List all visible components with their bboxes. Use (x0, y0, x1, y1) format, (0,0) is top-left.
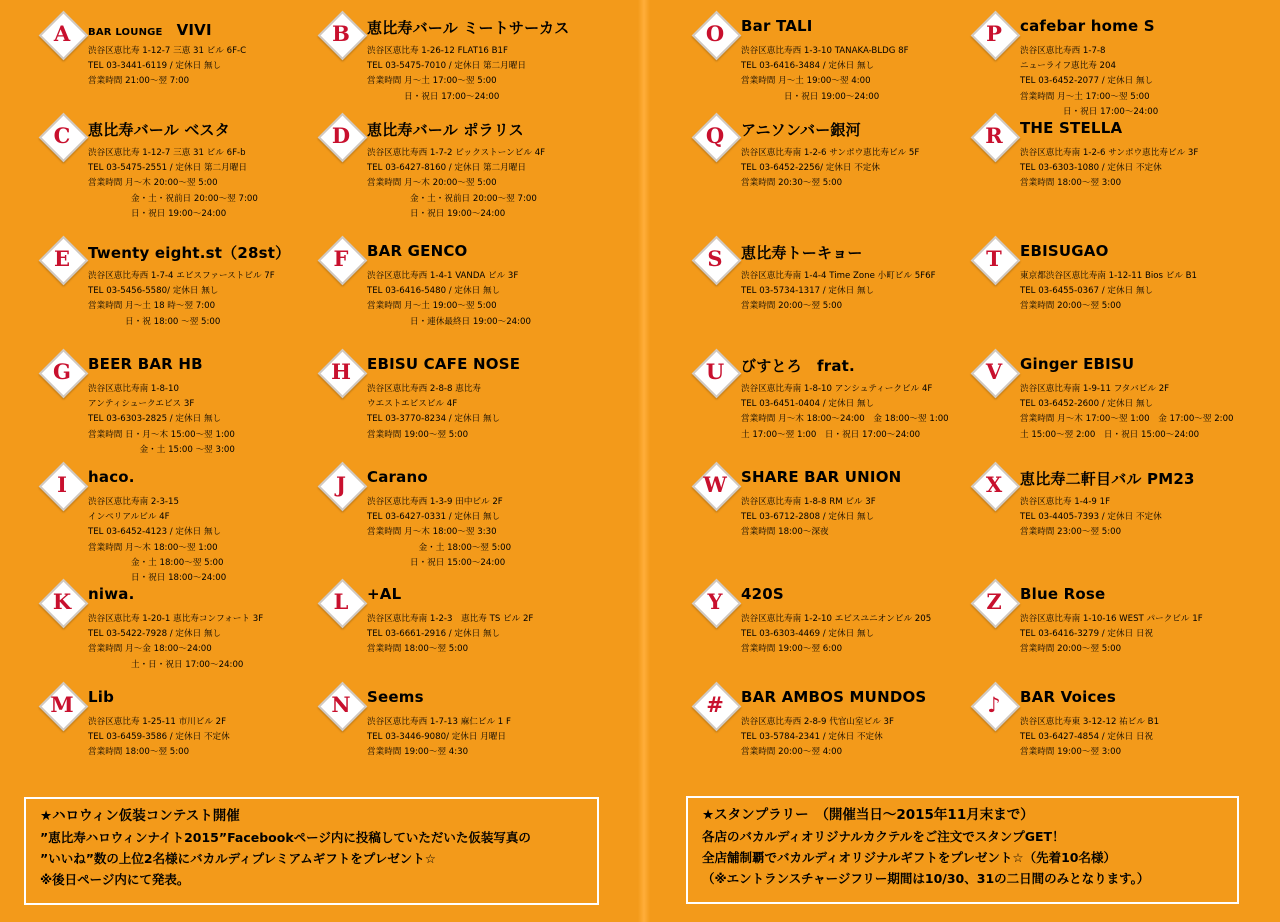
letter-badge (40, 683, 84, 727)
bar-info-line: 渋谷区恵比寿西 2-8-8 恵比寿 (367, 384, 482, 394)
letter-badge (693, 580, 737, 624)
bar-info-line: 渋谷区恵比寿西 1-7-13 麻仁ビル 1 F (367, 717, 511, 727)
bar-entry (693, 12, 955, 122)
bar-info-line: 営業時間 月～金 18:00～24:00 (88, 644, 212, 655)
bar-info-line: TEL 03-6303-2825 / 定休日 無し (88, 414, 222, 425)
bar-info (367, 495, 511, 571)
bar-info-line: 営業時間 月～土 18 時～翌 7:00 (88, 301, 216, 312)
bar-info-line: 金・土 18:00～翌 5:00 (367, 542, 512, 553)
bar-info-line: 営業時間 月～土 17:00～翌 5:00 (1020, 91, 1150, 102)
bar-info-line: TEL 03-3770-8234 / 定休日 無し (367, 414, 501, 425)
bar-info (367, 44, 526, 105)
bar-info (741, 382, 949, 443)
bar-name: Twenty eight.st（28st） (88, 244, 291, 262)
bar-name: BAR AMBOS MUNDOS (741, 688, 927, 706)
bar-name: SHARE BAR UNION (741, 468, 902, 486)
bar-info-line: 渋谷区恵比寿西 1-7-4 エビスファーストビル 7F (88, 271, 275, 281)
bar-info-line: ウエストエビスビル 4F (367, 399, 458, 410)
bar-info-line: 渋谷区恵比寿 1-25-11 市川ビル 2F (88, 717, 227, 727)
bar-info (1020, 612, 1203, 658)
bar-info-line: 渋谷区恵比寿西 1-4-1 VANDA ビル 3F (367, 271, 519, 281)
bar-name: Seems (367, 688, 424, 706)
bar-name: EBISUGAO (1020, 242, 1109, 260)
bar-name: BEER BAR HB (88, 355, 203, 373)
bar-name: BAR GENCO (367, 242, 468, 260)
bar-info-line: 渋谷区恵比寿西 2-8-9 代官山室ビル 3F (741, 717, 894, 727)
bar-info (367, 146, 545, 222)
letter-badge (40, 237, 84, 281)
letter-badge (972, 114, 1016, 158)
bar-info-line: TEL 03-6452-2256/ 定休日 不定休 (741, 163, 880, 174)
bar-info-line: 渋谷区恵比寿西 1-3-9 田中ビル 2F (367, 497, 503, 507)
bar-info-line: 日・祝日 17:00～24:00 (367, 91, 500, 102)
letter-badge (693, 683, 737, 727)
bar-info-line: 日・祝日 19:00～24:00 (88, 208, 227, 219)
badge-letter: P (986, 21, 1002, 46)
bar-info-line: 営業時間 18:00～深夜 (741, 527, 829, 538)
bar-info (741, 146, 919, 192)
bar-entry (972, 463, 1234, 573)
bar-entry (693, 237, 955, 347)
bar-name: 恵比寿バール ミートサーカス (367, 19, 570, 37)
bar-info-line: TEL 03-6427-8160 / 定休日 第二月曜日 (367, 163, 526, 174)
bar-entry (40, 580, 302, 690)
badge-letter: L (333, 589, 349, 614)
badge-letter: Z (986, 589, 1002, 614)
bar-info (741, 495, 876, 541)
bar-info (741, 612, 931, 658)
bar-info-line: 営業時間 18:00～翌 5:00 (88, 747, 190, 758)
badge-letter: O (705, 21, 725, 46)
halloween-box (24, 797, 599, 905)
bar-entry (972, 350, 1234, 460)
bar-name: 420S (741, 585, 784, 603)
bar-info-line: TEL 03-6303-1080 / 定休日 不定休 (1020, 163, 1162, 174)
letter-badge (319, 114, 363, 158)
bar-info (88, 382, 235, 458)
bar-info-line: 営業時間 20:00～翌 5:00 (1020, 644, 1122, 655)
bar-info (88, 612, 263, 673)
letter-badge (693, 12, 737, 56)
letter-badge (40, 580, 84, 624)
bar-info (88, 44, 246, 90)
bar-info-line: TEL 03-6427-0331 / 定休日 無し (367, 512, 501, 523)
bar-entry (319, 350, 581, 460)
bar-info-line: TEL 03-6416-3484 / 定休日 無し (741, 61, 875, 72)
badge-letter: Y (707, 589, 723, 614)
bar-info-line: 営業時間 20:00～翌 5:00 (741, 301, 843, 312)
letter-badge (319, 350, 363, 394)
stamp-rally-box (686, 796, 1239, 904)
bar-info-line: 営業時間 18:00～翌 5:00 (367, 644, 469, 655)
bar-entry (319, 580, 581, 690)
bar-info-line: 営業時間 月～木 17:00～翌 1:00 金 17:00～翌 2:00 (1020, 414, 1234, 425)
bar-info-line: 日・祝日 19:00～24:00 (741, 91, 880, 102)
bar-info-line: TEL 03-5475-2551 / 定休日 第二月曜日 (88, 163, 247, 174)
bar-info (367, 269, 531, 330)
bar-entry (40, 114, 302, 224)
bar-name: 恵比寿バール ベスタ (88, 121, 230, 139)
badge-letter: C (53, 123, 71, 148)
badge-letter: R (985, 123, 1003, 148)
bar-info-line: TEL 03-3441-6119 / 定休日 無し (88, 61, 222, 72)
bar-info-line: TEL 03-4405-7393 / 定休日 不定休 (1020, 512, 1162, 523)
badge-letter: B (332, 21, 350, 46)
bar-entry (693, 683, 955, 793)
bar-info-line: 営業時間 19:00～翌 6:00 (741, 644, 843, 655)
bar-name: haco. (88, 468, 135, 486)
letter-badge (693, 463, 737, 507)
bar-info-line: 営業時間 日・月～木 15:00～翌 1:00 (88, 429, 235, 440)
bar-info-line: 日・連休最終日 19:00～24:00 (367, 316, 531, 327)
bar-name: Carano (367, 468, 428, 486)
bar-info-line: 日・祝日 17:00～24:00 (1020, 106, 1159, 117)
bar-info-line: アンティシュークエビス 3F (88, 399, 195, 410)
letter-badge (40, 114, 84, 158)
bar-info-line: 渋谷区恵比寿東 3-12-12 祐ビル B1 (1020, 717, 1160, 727)
bar-info-line: 営業時間 月～木 18:00～24:00 金 18:00～翌 1:00 (741, 414, 949, 425)
letter-badge (972, 350, 1016, 394)
bar-info-line: 営業時間 18:00～翌 3:00 (1020, 178, 1122, 189)
bar-info-line: 渋谷区恵比寿 1-4-9 1F (1020, 497, 1111, 507)
badge-letter: S (707, 246, 723, 271)
bar-info-line: 渋谷区恵比寿西 1-7-8 (1020, 46, 1106, 56)
bar-info (1020, 269, 1197, 315)
bar-info-line: TEL 03-6427-4854 / 定休日 日祝 (1020, 732, 1154, 743)
badge-letter: Q (705, 123, 725, 148)
bar-entry (40, 12, 302, 122)
bar-info-line: 金・土・祝前日 20:00～翌 7:00 (367, 193, 537, 204)
bar-info-line: 渋谷区恵比寿西 1-3-10 TANAKA-BLDG 8F (741, 46, 909, 56)
badge-letter: X (985, 472, 1003, 497)
bar-entry (319, 237, 581, 347)
bar-info-line: 渋谷区恵比寿南 1-8-10 アンシュティークビル 4F (741, 384, 933, 394)
bar-info-line: TEL 03-5456-5580/ 定休日 無し (88, 286, 219, 297)
bar-info (367, 382, 500, 443)
badge-letter: T (986, 246, 1002, 271)
bar-name: +AL (367, 585, 402, 603)
letter-badge (972, 237, 1016, 281)
bar-entry (40, 683, 302, 793)
letter-badge (693, 114, 737, 158)
stamp-rally-title: ★スタンプラリー （開催当日～2015年11月末まで） (702, 807, 1034, 823)
badge-letter: M (50, 692, 74, 717)
letter-badge (319, 683, 363, 727)
bar-info (88, 146, 258, 222)
bar-info-line: 渋谷区恵比寿 1-12-7 三恵 31 ビル 6F-b (88, 148, 246, 158)
bar-name: 恵比寿バール ポラリス (367, 121, 524, 139)
bar-info-line: TEL 03-5734-1317 / 定休日 無し (741, 286, 875, 297)
letter-badge (972, 580, 1016, 624)
halloween-line: ”いいね”数の上位2名様にバカルディプレミアムギフトをプレゼント☆ (40, 851, 436, 866)
bar-info (88, 715, 230, 761)
page-fold (638, 0, 650, 922)
bar-name: Bar TALI (741, 17, 813, 35)
bar-info-line: TEL 03-6452-2600 / 定休日 無し (1020, 399, 1154, 410)
bar-info-line: 営業時間 月～土 17:00～翌 5:00 (367, 76, 497, 87)
bar-name: 恵比寿トーキョー (741, 244, 863, 262)
halloween-line: ※後日ページ内にて発表。 (40, 872, 190, 887)
bar-name: Lib (88, 688, 115, 706)
bar-info-line: 渋谷区恵比寿 1-12-7 三恵 31 ビル 6F-C (88, 46, 247, 56)
bar-info-line: ニューライフ恵比寿 204 (1020, 61, 1116, 72)
bar-info-line: 渋谷区恵比寿南 1-2-3 恵比寿 TS ビル 2F (367, 614, 534, 624)
bar-info-line: 営業時間 19:00～翌 4:30 (367, 747, 469, 758)
bar-info-line: 営業時間 20:00～翌 4:00 (741, 747, 843, 758)
halloween-line: ”恵比寿ハロウィンナイト2015”Facebookページ内に投稿していただいた仮装写真の (40, 830, 531, 845)
bar-info-line: TEL 03-6452-4123 / 定休日 無し (88, 527, 222, 538)
bar-info-line: 渋谷区恵比寿南 1-2-10 エビスユニオンビル 205 (741, 614, 932, 624)
letter-badge (319, 237, 363, 281)
stamp-rally-line: 全店舗制覇でバカルディオリジナルギフトをプレゼント☆（先着10名様） (702, 850, 1116, 865)
bar-name: びすとろ frat. (741, 357, 855, 375)
bar-info-line: 日・祝日 18:00～24:00 (88, 572, 227, 583)
bar-info (1020, 44, 1158, 120)
bar-info-line: TEL 03-6661-2916 / 定休日 無し (367, 629, 501, 640)
bar-info-line: 渋谷区恵比寿 1-26-12 FLAT16 B1F (367, 46, 508, 56)
bar-entry (693, 463, 955, 573)
badge-letter: E (53, 246, 70, 271)
letter-badge (319, 12, 363, 56)
badge-letter: H (331, 359, 351, 384)
badge-letter: F (333, 246, 349, 271)
badge-letter: G (53, 359, 71, 384)
letter-badge (319, 463, 363, 507)
bar-info (88, 269, 275, 330)
bar-info-line: TEL 03-6459-3586 / 定休日 不定休 (88, 732, 230, 743)
bar-info-line: 土 15:00～翌 2:00 日・祝日 15:00～24:00 (1020, 429, 1200, 440)
bar-info-line: 営業時間 21:00～翌 7:00 (88, 76, 190, 87)
bar-info-line: 金・土・祝前日 20:00～翌 7:00 (88, 193, 258, 204)
bar-info-line: 土・日・祝日 17:00～24:00 (88, 659, 244, 670)
bar-info (1020, 146, 1198, 192)
bar-info-line: 営業時間 月～土 19:00～翌 5:00 (367, 301, 497, 312)
bar-info (367, 715, 511, 761)
bar-info-line: TEL 03-6451-0404 / 定休日 無し (741, 399, 875, 410)
bar-info-line: 日・祝日 15:00～24:00 (367, 557, 506, 568)
letter-badge (693, 350, 737, 394)
bar-info-line: インペリアルビル 4F (88, 512, 170, 523)
bar-info-line: 営業時間 19:00～翌 3:00 (1020, 747, 1122, 758)
bar-entry (972, 683, 1234, 793)
bar-info-line: TEL 03-6712-2808 / 定休日 無し (741, 512, 875, 523)
bar-info-line: TEL 03-6416-5480 / 定休日 無し (367, 286, 501, 297)
badge-letter: A (53, 21, 71, 46)
bar-entry (972, 237, 1234, 347)
badge-letter: V (985, 359, 1003, 384)
bar-info-line: 日・祝日 19:00～24:00 (367, 208, 506, 219)
bar-info-line: 日・祝 18:00 ～翌 5:00 (88, 316, 221, 327)
halloween-title: ★ハロウィン仮装コンテスト開催 (40, 808, 240, 824)
letter-badge (40, 350, 84, 394)
letter-badge (40, 463, 84, 507)
bar-info-line: 営業時間 20:30～翌 5:00 (741, 178, 843, 189)
bar-info (1020, 715, 1159, 761)
bar-entry (693, 350, 955, 460)
badge-letter: J (336, 472, 346, 497)
letter-badge (972, 12, 1016, 56)
bar-info-line: 営業時間 20:00～翌 5:00 (1020, 301, 1122, 312)
bar-name: Blue Rose (1020, 585, 1106, 603)
bar-info-line: 営業時間 19:00～翌 5:00 (367, 429, 469, 440)
badge-letter: N (331, 692, 351, 717)
bar-info-line: 金・土 15:00 ～翌 3:00 (88, 444, 235, 455)
bar-info-line: 渋谷区恵比寿南 2-3-15 (88, 497, 179, 507)
bar-info-line: 営業時間 23:00～翌 5:00 (1020, 527, 1122, 538)
bar-info-line: 渋谷区恵比寿南 1-10-16 WEST パークビル 1F (1020, 614, 1203, 624)
bar-entry (40, 237, 302, 347)
bar-info (367, 612, 533, 658)
stamp-rally-line: （※エントランスチャージフリー期間は10/30、31の二日間のみとなります。） (702, 871, 1150, 886)
bar-entry (40, 350, 302, 460)
bar-info-line: 渋谷区恵比寿南 1-8-8 RM ビル 3F (741, 497, 876, 507)
bar-info-line: 土 17:00～翌 1:00 日・祝日 17:00～24:00 (741, 429, 921, 440)
bar-info-line: 渋谷区恵比寿 1-20-1 恵比寿コンフォート 3F (88, 614, 264, 624)
bar-name: Ginger EBISU (1020, 355, 1135, 373)
bar-info-line: 営業時間 月～木 20:00～翌 5:00 (367, 178, 497, 189)
bar-name: 恵比寿二軒目バル PM23 (1020, 470, 1195, 488)
bar-entry (40, 463, 302, 583)
badge-letter: U (705, 359, 725, 384)
bar-entry (972, 114, 1234, 224)
badge-letter: ♪ (987, 692, 1001, 717)
badge-letter: # (706, 692, 724, 717)
bar-info (741, 269, 936, 315)
bar-entry (972, 580, 1234, 690)
letter-badge (319, 580, 363, 624)
bar-name: アニソンバー銀河 (741, 121, 861, 139)
bar-entry (319, 463, 581, 573)
badge-letter: D (331, 123, 351, 148)
bar-info (741, 44, 909, 105)
bar-info-line: TEL 03-6452-2077 / 定休日 無し (1020, 76, 1154, 87)
bar-info-line: 渋谷区恵比寿南 1-2-6 サンポウ恵比寿ビル 3F (1020, 148, 1199, 158)
bar-info-line: TEL 03-6416-3279 / 定休日 日祝 (1020, 629, 1154, 640)
bar-info-line: 営業時間 月～木 20:00～翌 5:00 (88, 178, 218, 189)
bar-info-line: 渋谷区恵比寿南 1-2-6 サンポウ恵比寿ビル 5F (741, 148, 920, 158)
bar-info-line: 営業時間 月～木 18:00～翌 3:30 (367, 527, 497, 538)
bar-info-line: 営業時間 月～土 19:00～翌 4:00 (741, 76, 871, 87)
bar-entry (693, 580, 955, 690)
badge-letter: W (703, 472, 727, 497)
bar-info-line: TEL 03-5784-2341 / 定休日 不定休 (741, 732, 883, 743)
bar-info-line: 渋谷区恵比寿南 1-8-10 (88, 384, 179, 394)
bar-entry (319, 12, 581, 122)
letter-badge (693, 237, 737, 281)
bar-info-line: 営業時間 月～木 18:00～翌 1:00 (88, 542, 218, 553)
bar-info (1020, 495, 1162, 541)
badge-letter: I (57, 472, 67, 497)
bar-info (741, 715, 894, 761)
bar-name: THE STELLA (1020, 119, 1123, 137)
bar-info-line: 渋谷区恵比寿南 1-4-4 Time Zone 小町ビル 5F6F (741, 271, 936, 281)
bar-entry (319, 114, 581, 224)
bar-info-line: TEL 03-6303-4469 / 定休日 無し (741, 629, 875, 640)
bar-info-line: 渋谷区恵比寿南 1-9-11 フタバビル 2F (1020, 384, 1170, 394)
bar-entry (319, 683, 581, 793)
bar-info-line: TEL 03-5422-7928 / 定休日 無し (88, 629, 222, 640)
bar-entry (972, 12, 1234, 122)
bar-info-line: TEL 03-6455-0367 / 定休日 無し (1020, 286, 1154, 297)
bar-info-line: TEL 03-5475-7010 / 定休日 第二月曜日 (367, 61, 526, 72)
bar-entry (693, 114, 955, 224)
letter-badge (972, 683, 1016, 727)
bar-info (88, 495, 226, 586)
letter-badge (40, 12, 84, 56)
stamp-rally-line: 各店のバカルディオリジナルカクテルをご注文でスタンプGET！ (702, 829, 1065, 844)
bar-name: BAR Voices (1020, 688, 1117, 706)
letter-badge (972, 463, 1016, 507)
bar-name: niwa. (88, 585, 135, 603)
bar-name: cafebar home S (1020, 17, 1155, 35)
bar-info-line: 金・土 18:00～翌 5:00 (88, 557, 224, 568)
bar-name: EBISU CAFE NOSE (367, 355, 521, 373)
badge-letter: K (52, 589, 72, 614)
bar-name: BAR LOUNGE VIVI (88, 21, 212, 39)
bar-info-line: TEL 03-3446-9080/ 定休日 月曜日 (367, 732, 506, 743)
bar-info-line: 東京都渋谷区恵比寿南 1-12-11 Bios ビル B1 (1020, 271, 1197, 281)
bar-info-line: 渋谷区恵比寿西 1-7-2 ビックストーンビル 4F (367, 148, 546, 158)
bar-info (1020, 382, 1234, 443)
